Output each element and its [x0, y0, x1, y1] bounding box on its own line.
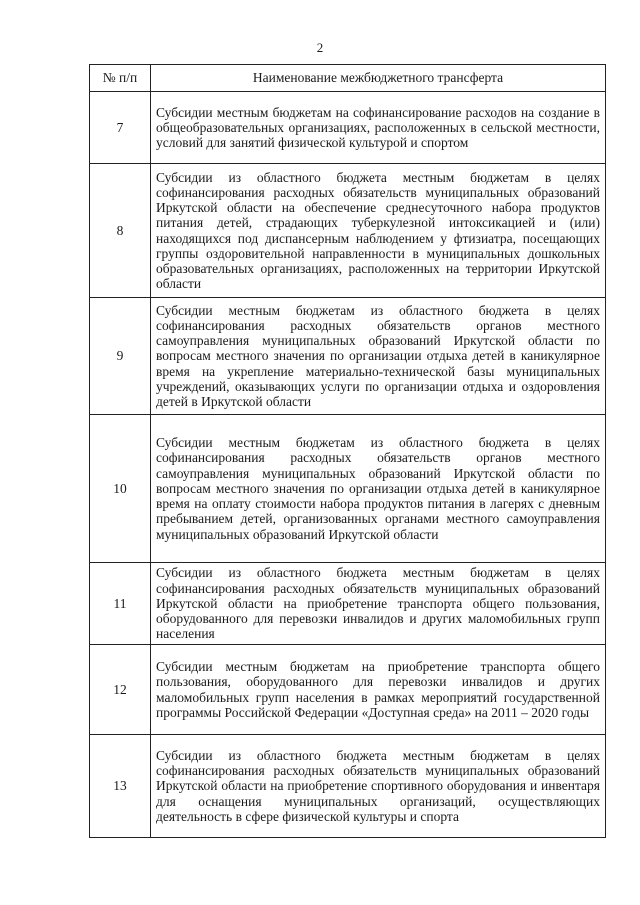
transfer-name: Субсидии местным бюджетам из областного бюджета в целях софинансирования расходных обязательств органов местного самоуправления муниципальных образований Иркутской области по вопросам местного значения по организации отдыха детей в каникулярное время на оплату стоимости набора продуктов питания в лагерях с дневным пребыванием детей, организованных органами местного самоуправления муниципальных образований Иркутской области [151, 415, 606, 563]
table-row [90, 415, 606, 563]
header-transfer-name: Наименование межбюджетного трансферта [151, 65, 606, 92]
row-number: 11 [90, 563, 151, 645]
table-row [90, 645, 606, 735]
transfers-table [89, 64, 606, 838]
row-number: 7 [90, 92, 151, 164]
transfer-name: Субсидии местным бюджетам на софинансирование расходов на создание в общеобразовательных организациях, расположенных в сельской местности, условий для занятий физической культурой и спортом [151, 92, 606, 164]
table-row [90, 563, 606, 645]
row-number: 13 [90, 735, 151, 838]
row-number: 9 [90, 298, 151, 415]
header-number: № п/п [90, 65, 151, 92]
row-number: 8 [90, 164, 151, 298]
table-row [90, 735, 606, 838]
table-row [90, 164, 606, 298]
page-number: 2 [316, 40, 324, 55]
transfer-name: Субсидии из областного бюджета местным бюджетам в целях софинансирования расходных обязательств муниципальных образований Иркутской области на обеспечение среднесуточного набора продуктов питания детей, страдающих туберкулезной интоксикацией и (или) находящихся под диспансерным наблюдением у фтизиатра, посещающих группы оздоровительной направленности в муниципальных дошкольных образовательных организациях, расположенных на территории Иркутской области [151, 164, 606, 298]
row-number: 10 [90, 415, 151, 563]
table-row [90, 298, 606, 415]
transfer-name: Субсидии из областного бюджета местным бюджетам в целях софинансирования расходных обязательств муниципальных образований Иркутской области на приобретение транспорта общего пользования, оборудованного для перевозки инвалидов и других маломобильных групп населения [151, 563, 606, 645]
row-number: 12 [90, 645, 151, 735]
table-header-row [90, 65, 606, 92]
transfer-name: Субсидии местным бюджетам на приобретение транспорта общего пользования, оборудованного для перевозки инвалидов и других маломобильных групп населения в рамках мероприятий государственной программы Российской Федерации «Доступная среда» на 2011 – 2020 годы [151, 645, 606, 735]
transfer-name: Субсидии из областного бюджета местным бюджетам в целях софинансирования расходных обязательств муниципальных образований Иркутской области на приобретение спортивного оборудования и инвентаря для оснащения муниципальных организаций, осуществляющих деятельность в сфере физической культуры и спорта [151, 735, 606, 838]
transfer-name: Субсидии местным бюджетам из областного бюджета в целях софинансирования расходных обязательств органов местного самоуправления муниципальных образований Иркутской области по вопросам местного значения по организации отдыха детей в каникулярное время на укрепление материально-технической базы муниципальных учреждений, оказывающих услуги по организации отдыха и оздоровления детей в Иркутской области [151, 298, 606, 415]
table-row [90, 92, 606, 164]
